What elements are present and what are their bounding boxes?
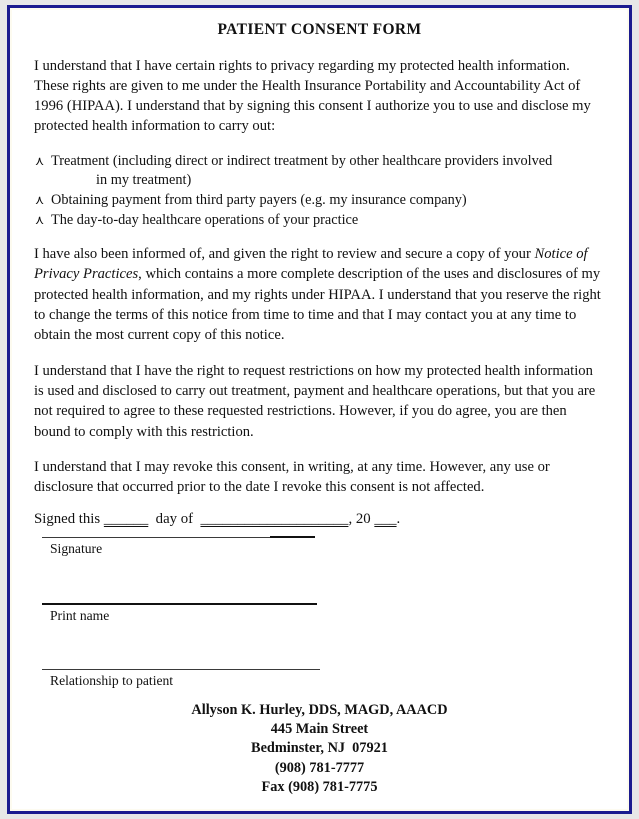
signature-rule-overstrike <box>270 536 315 538</box>
paragraph-rights-intro: I understand that I have certain rights to privacy regarding my protected health information. These rights are given to me under the Health Insurance Portability and Accountability Act of 1996 (HIPAA). I understand that by signing this consent I authorize you to use and disclose my protected health information to carry out: <box>34 57 591 135</box>
paragraph-privacy-text-before: I have also been informed of, and given the right to review and secure a copy of your <box>34 246 535 263</box>
signed-this-label: Signed this <box>34 511 104 528</box>
day-of-label: day of <box>148 511 201 528</box>
notice-of-privacy-practices-title: Notice of Privacy Practices <box>34 246 588 283</box>
signed-line-period: . <box>396 511 401 528</box>
purpose-bullet-list <box>34 152 605 230</box>
list-item <box>34 191 605 211</box>
signed-month-blank[interactable]: ____________________ <box>200 511 349 528</box>
relationship-field-block <box>42 669 320 690</box>
document-page <box>12 10 627 809</box>
footer-street-address: 445 Main Street <box>270 721 369 738</box>
footer-city-state-zip: Bedminster, NJ 07921 <box>251 740 388 757</box>
footer-practitioner-name: Allyson K. Hurley, DDS, MAGD, AAACD <box>191 701 448 718</box>
document-border-frame <box>7 5 632 814</box>
bullet-arrow-icon: ⋏ <box>35 192 45 207</box>
signature-label: Signature <box>50 541 103 556</box>
list-item-continuation: in my treatment) <box>96 172 192 189</box>
paragraph-restrictions: I understand that I have the right to request restrictions on how my protected health information is used and disclosed to carry out treatment, payment and healthcare operations, but that you are not required to agree to these requested restrictions. However, if you do agree, you are then bound to comply with this restriction. <box>34 362 596 440</box>
bullet-arrow-icon: ⋏ <box>35 153 45 168</box>
list-item-label: The day-to-day healthcare operations of your practice <box>51 211 359 228</box>
paragraph-revocation: I understand that I may revoke this consent, in writing, at any time. However, any use or disclosure that occurred prior to the date I revoke this consent is not affected. <box>34 458 550 496</box>
practice-contact-footer <box>12 701 627 797</box>
bullet-arrow-icon: ⋏ <box>35 212 45 227</box>
footer-fax: Fax (908) 781-7775 <box>261 778 378 795</box>
signed-date-line <box>34 509 605 529</box>
footer-phone: (908) 781-7777 <box>274 759 365 776</box>
signed-day-blank[interactable]: ______ <box>103 511 149 528</box>
print-name-field-block <box>42 603 317 625</box>
print-name-rule[interactable] <box>42 603 317 605</box>
document-content <box>12 10 627 809</box>
list-item <box>34 211 605 231</box>
signed-year-blank[interactable]: ___ <box>374 511 397 528</box>
signature-rule[interactable] <box>42 537 315 538</box>
print-name-label: Print name <box>50 608 110 623</box>
list-item-label: Obtaining payment from third party payers (e.g. my insurance company) <box>51 191 467 208</box>
signature-field-block <box>42 537 315 558</box>
paragraph-privacy-text-after: , which contains a more complete description of the uses and disclosures of my protected health information, and my rights under HIPAA. I understand that you reserve the right to change the terms of this notice from time to time and that I may contact you at any time to obtain the most current copy of this notice. <box>34 266 601 344</box>
page-title: PATIENT CONSENT FORM <box>217 21 422 38</box>
year-prefix-label: , 20 <box>348 511 375 528</box>
list-item <box>34 152 605 191</box>
relationship-rule[interactable] <box>42 669 320 670</box>
paragraph-privacy-practices <box>34 244 605 345</box>
relationship-label: Relationship to patient <box>50 673 174 688</box>
list-item-label: Treatment (including direct or indirect treatment by other healthcare providers involved <box>51 152 553 169</box>
